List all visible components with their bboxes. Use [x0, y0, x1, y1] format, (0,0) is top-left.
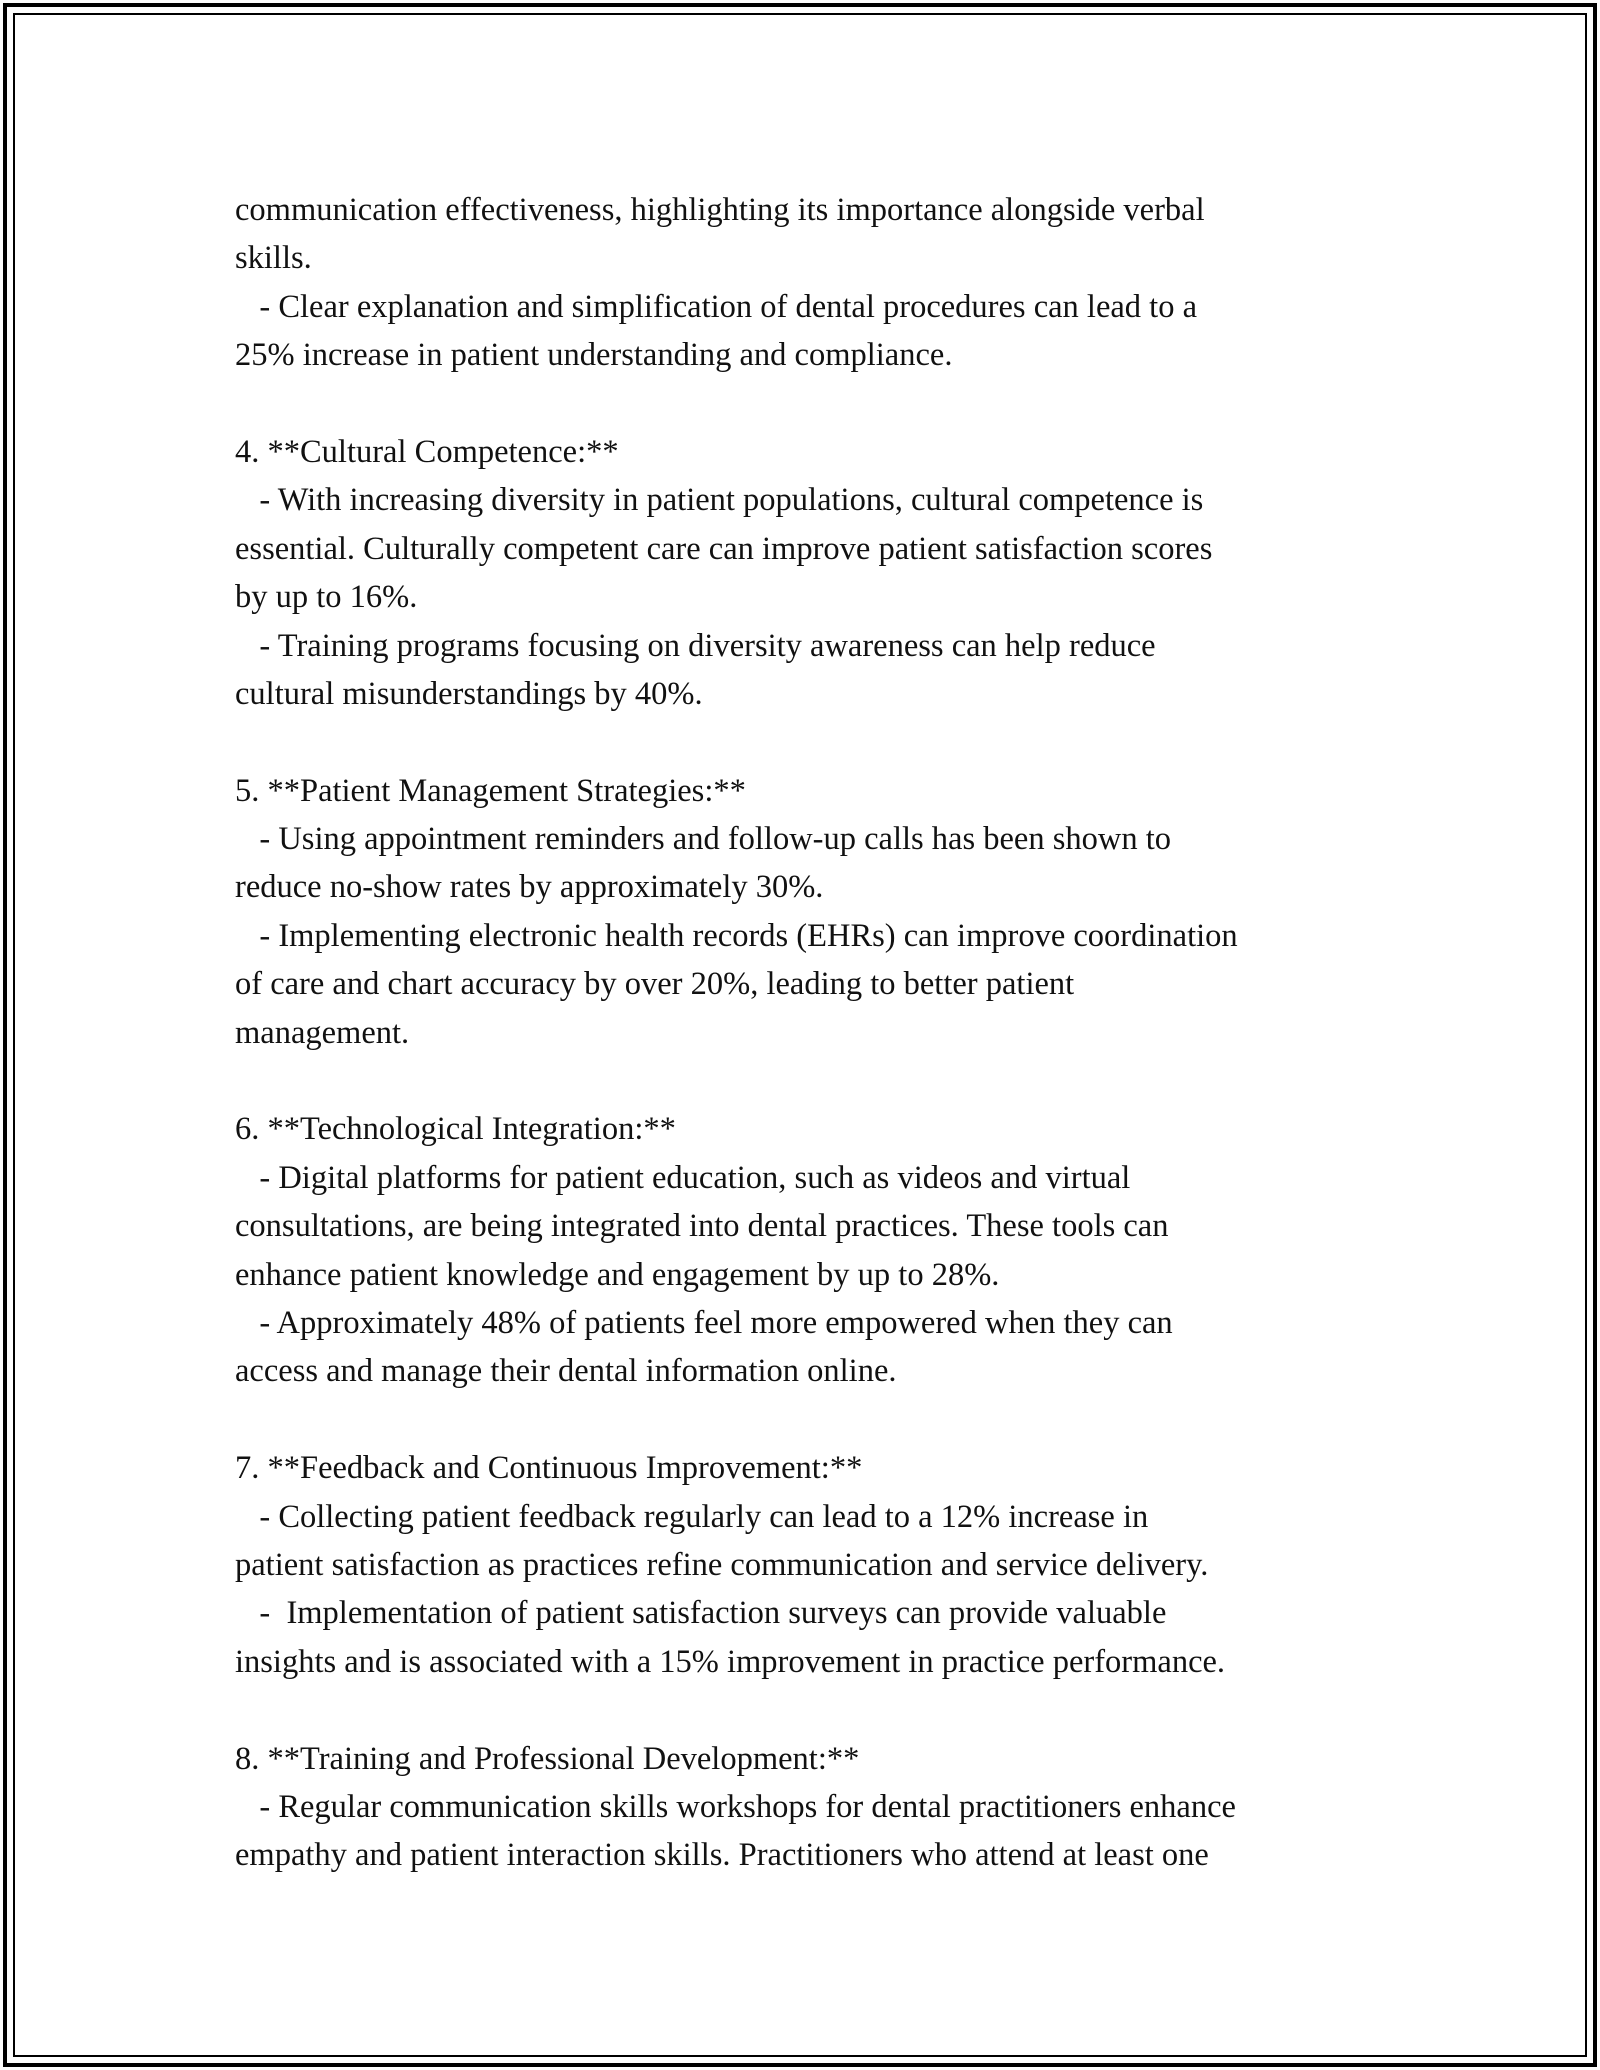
text-line: patient satisfaction as practices refine communication and service delivery.: [235, 1546, 1209, 1583]
section-heading: 4. **Cultural Competence:**: [235, 433, 619, 470]
document-body: [235, 186, 1385, 1880]
blank-line: [235, 380, 1385, 428]
text-line: by up to 16%.: [235, 579, 418, 616]
blank-line: [235, 1686, 1385, 1734]
text-line: communication effectiveness, highlighting its importance alongside verbal: [235, 192, 1205, 228]
text-line: enhance patient knowledge and engagement by up to 28%.: [235, 1256, 1000, 1293]
text-line: - With increasing diversity in patient populations, cultural competence is: [235, 482, 1204, 519]
text-line: - Digital platforms for patient education, such as videos and virtual: [235, 1159, 1131, 1196]
blank-line: [235, 1057, 1385, 1105]
section-heading: 6. **Technological Integration:**: [235, 1111, 676, 1148]
blank-line: [235, 1396, 1385, 1444]
text-line: - Using appointment reminders and follow-up calls has been shown to: [235, 821, 1171, 858]
blank-line: [235, 718, 1385, 766]
text-line: reduce no-show rates by approximately 30%.: [235, 869, 824, 906]
text-line: - Training programs focusing on diversity awareness can help reduce: [235, 627, 1156, 664]
text-line: 25% increase in patient understanding and compliance.: [235, 337, 953, 374]
text-line: - Approximately 48% of patients feel more empowered when they can: [235, 1304, 1173, 1341]
text-line: empathy and patient interaction skills. Practitioners who attend at least one: [235, 1837, 1209, 1874]
section-heading: 8. **Training and Professional Development:**: [235, 1740, 860, 1777]
text-line: insights and is associated with a 15% improvement in practice performance.: [235, 1643, 1226, 1680]
text-line: - Implementation of patient satisfaction surveys can provide valuable: [235, 1595, 1167, 1632]
text-line: - Collecting patient feedback regularly can lead to a 12% increase in: [235, 1498, 1149, 1535]
text-line: cultural misunderstandings by 40%.: [235, 675, 703, 712]
text-line: of care and chart accuracy by over 20%, leading to better patient: [235, 966, 1075, 1003]
text-line: management.: [235, 1014, 410, 1051]
text-line: essential. Culturally competent care can improve patient satisfaction scores: [235, 530, 1213, 567]
section-heading: 5. **Patient Management Strategies:**: [235, 772, 746, 809]
text-line: consultations, are being integrated into dental practices. These tools can: [235, 1208, 1169, 1245]
section-heading: 7. **Feedback and Continuous Improvement:**: [235, 1450, 863, 1487]
text-line: skills.: [235, 240, 312, 277]
text-line: - Clear explanation and simplification of dental procedures can lead to a: [235, 288, 1198, 325]
text-line: - Regular communication skills workshops for dental practitioners enhance: [235, 1788, 1236, 1825]
text-line: - Implementing electronic health records (EHRs) can improve coordination: [235, 917, 1238, 954]
text-line: access and manage their dental information online.: [235, 1353, 897, 1390]
